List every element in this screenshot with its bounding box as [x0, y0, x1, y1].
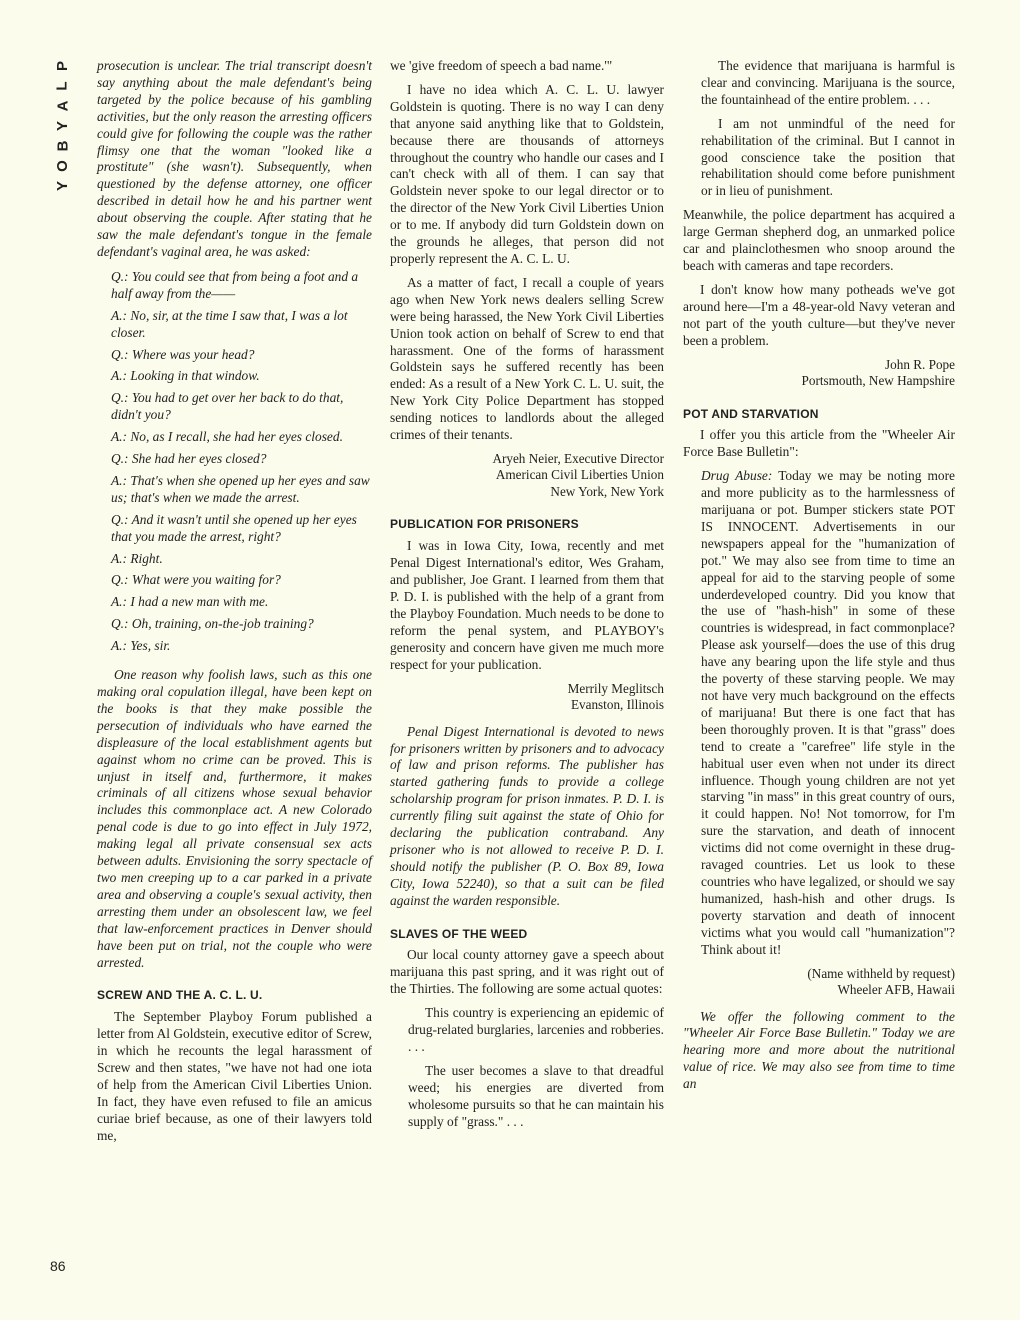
signature-line: (Name withheld by request)	[807, 965, 955, 981]
forum-reply: We offer the following comment to the "Wheeler Air Force Base Bulletin." Today we are hearing more and more about the nutritional value of rice. We may also see from time to time an	[683, 1008, 955, 1092]
weed-quote-block	[390, 1005, 664, 1130]
signature-line: New York, New York	[550, 483, 664, 499]
section-heading-weed: SLAVES OF THE WEED	[390, 926, 528, 941]
transcript	[97, 269, 372, 655]
weed-paragraph-3: I don't know how many potheads we've got around here—I'm a 48-year-old Navy veteran and not part of the youth culture—but they've never been a problem.	[683, 281, 955, 348]
screw-paragraph-2: I have no idea which A. C. L. U. lawyer Goldstein is quoting. There is no way I can deny that anyone said anything like that to Goldstein, because there are thousands of attorneys throughout the country who handle our cases and I can't check with all of them. I can say that Goldstein never spoke to our legal director or to the director of the New York Civil Liberties Union or to me. If anybody did turn Goldstein down on the grounds he alleges, that person did not properly represent the A. C. L. U.	[390, 81, 664, 266]
signature-meglitsch	[390, 681, 664, 714]
pot-paragraph-1: I offer you this article from the "Wheeler Air Force Base Bulletin":	[683, 427, 955, 460]
pot-quote-text: Today we may be noting more and more publicity as to the harmlessness of marijuana or pot. Bumper stickers state POT IS INNOCENT. Advertisements in our newspapers appeal for the "humanization of pot." We may also see from time to time an appeal for aid to the starving people of some underdeveloped country. Did you know that the use of "hash-hish" in some of these countries is widespread, in fact commonplace? Please ask yourself—does the use of this drug have any bearing upon the life style and thus the poverty of these starving people. We may not have very much background on the effects of marijuana! But there is one fact that has been thoroughly proven. It is that "grass" does tend to create a "carefree" life style in the habitual user even when not under its direct influence. Though young children are not yet starving "in mass" in this great country of ours, it could happen. No! Not tomorrow, for I'm sure the starvation, and death of innocent victims did not come overnight in these drug-ravaged countries. Let us look to these countries who have legalized, or should we say humanized, hash-hish and other drugs. Is poverty starvation and death of innocent victims what you would call "humanization"? Think about it!	[701, 468, 956, 957]
weed-quote: The user becomes a slave to that dreadful weed; his energies are diverted from wholesome pursuits so that he can maintain his supply of "grass." . . .	[408, 1062, 664, 1129]
transcript-line: A.: No, sir, at the time I saw that, I was a lot closer.	[111, 307, 348, 340]
signature-line: Wheeler AFB, Hawaii	[837, 982, 955, 997]
masthead-vertical: P L A Y B O Y	[53, 60, 71, 192]
drug-abuse-label: Drug Abuse:	[701, 468, 773, 484]
weed-quote-block-2	[683, 58, 955, 200]
page-number: 86	[50, 1258, 66, 1274]
screw-paragraph-3: As a matter of fact, I recall a couple of years ago when New York news dealers selling Screw were being harassed, the New York Civil Liberties Union took action on behalf of Screw to end that harassment. One of the forms of harassment Goldstein says he suffered recently has been ended: As a result of a New York C. L. U. suit, the New York City Police Department has stopped sending notices to landlords about the alleged crimes of their tenants.	[390, 274, 664, 443]
section-heading-prisoners: PUBLICATION FOR PRISONERS	[390, 517, 579, 532]
transcript-line: A.: I had a new man with me.	[111, 594, 269, 610]
prisoners-note: Penal Digest International is devoted to news for prisoners written by prisoners and to advocacy of law and prison reforms. The publisher has started gathering funds to provide a college scholarship program for prison inmates. P. D. I. is currently filing suit against the state of Ohio for declaring the publication contraband. Any prisoner who is not allowed to receive P. D. I. should notify the publisher (P. O. Box 89, Iowa City, Iowa 52240), so that a suit can be filed against the warden responsible.	[390, 723, 664, 908]
transcript-line: Q.: And it wasn't until she opened up her eyes that you made the arrest, right?	[111, 511, 357, 544]
transcript-line: A.: Yes, sir.	[111, 638, 171, 654]
column-3	[683, 58, 955, 1100]
transcript-line: Q.: What were you waiting for?	[111, 572, 281, 588]
weed-paragraph-1: Our local county attorney gave a speech about marijuana this past spring, and it was right out of the Thirties. The following are some actual quotes:	[390, 947, 664, 997]
signature-pope	[683, 357, 955, 390]
pot-quote	[701, 468, 955, 958]
column-2	[390, 58, 664, 1138]
weed-quote: This country is experiencing an epidemic of drug-related burglaries, larcenies and robberies. . . .	[408, 1005, 664, 1054]
transcript-line: A.: That's when she opened up her eyes and saw us; that's when we made the arrest.	[111, 472, 370, 505]
transcript-line: Q.: You had to get over her back to do that, didn't you?	[111, 390, 344, 423]
transcript-line: A.: Right.	[111, 550, 163, 566]
signature-line: Aryeh Neier, Executive Director	[492, 450, 664, 466]
section-heading-screw: SCREW AND THE A. C. L. U.	[97, 988, 263, 1003]
intro-paragraph: prosecution is unclear. The trial transcript doesn't say anything about the male defendant's being targeted by the police because of his gambling activities, but the only reason the arresting officers could give for following the couple was the rather flimsy one that the woman "looked like a prostitute" (she wasn't). Subsequently, when questioned by the defense attorney, one officer described in detail how he and his partner went about observing the couple. After stating that he saw the male defendant's tongue in the female defendant's vaginal area, he was asked:	[97, 58, 372, 259]
transcript-line: A.: No, as I recall, she had her eyes closed.	[111, 429, 343, 445]
section-heading-pot: POT AND STARVATION	[683, 406, 819, 421]
signature-line: Merrily Meglitsch	[567, 680, 664, 696]
signature-withheld	[683, 966, 955, 999]
signature-line: John R. Pope	[885, 356, 955, 372]
weed-quote: I am not unmindful of the need for rehabilitation of the criminal. But I cannot in good conscience take the position that rehabilitation should come before punishment or in lieu of punishment.	[701, 115, 955, 199]
signature-line: Portsmouth, New Hampshire	[801, 373, 955, 388]
transcript-line: Q.: She had her eyes closed?	[111, 451, 267, 467]
weed-quote: The evidence that marijuana is harmful is clear and convincing. Marijuana is the source, the fountainhead of the entire problem. . . .	[701, 58, 955, 107]
signature-line: American Civil Liberties Union	[495, 467, 664, 483]
transcript-line: Q.: Oh, training, on-the-job training?	[111, 616, 314, 632]
screw-continued: we 'give freedom of speech a bad name.'"	[390, 58, 613, 73]
transcript-line: Q.: You could see that from being a foot and a half away from the——	[111, 268, 359, 301]
forum-commentary: One reason why foolish laws, such as this one making oral copulation illegal, have been kept on the books is that they make possible the persecution of individuals who have earned the displeasure of the local establishment agents but against whom no crime can be proved. This is unjust in itself and, furthermore, it makes criminals of all citizens whose sexual behavior includes this commonplace act. A new Colorado penal code is due to go into effect in July 1972, making legal all private consensual sex acts between adults. Envisioning the sorry spectacle of two men creeping up to a car parked in a private area and observing a couple's sexual activity, then arresting them under an obsolescent law, we feel that law-enforcement practices in Denver should have been put on trial, not the couple who were arrested.	[97, 667, 372, 970]
signature-neier	[390, 451, 664, 501]
pot-quote-block	[683, 468, 955, 958]
transcript-line: Q.: Where was your head?	[111, 346, 255, 362]
signature-line: Evanston, Illinois	[570, 697, 664, 713]
transcript-line: A.: Looking in that window.	[111, 368, 260, 384]
column-1	[97, 58, 372, 1152]
weed-paragraph-2: Meanwhile, the police department has acquired a large German shepherd dog, an unmarked police car and plainclothesmen who snoop around the beach with cameras and tape recorders.	[683, 207, 955, 273]
prisoners-paragraph: I was in Iowa City, Iowa, recently and met Penal Digest International's editor, Wes Graham, and publisher, Joe Grant. I learned from them that P. D. I. is published with the help of a grant from the Playboy Foundation. Much needs to be done to reform the penal system, and PLAYBOY's generosity and concern have given me much more respect for your publication.	[390, 538, 664, 672]
screw-paragraph-1: The September Playboy Forum published a letter from Al Goldstein, executive editor of Screw, in which he recounts the legal harassment of Screw and then states, "we have not had one iota of help from the American Civil Liberties Union. In fact, they have even refused to file an amicus curiae brief because, as one of their lawyers told me,	[97, 1009, 372, 1143]
